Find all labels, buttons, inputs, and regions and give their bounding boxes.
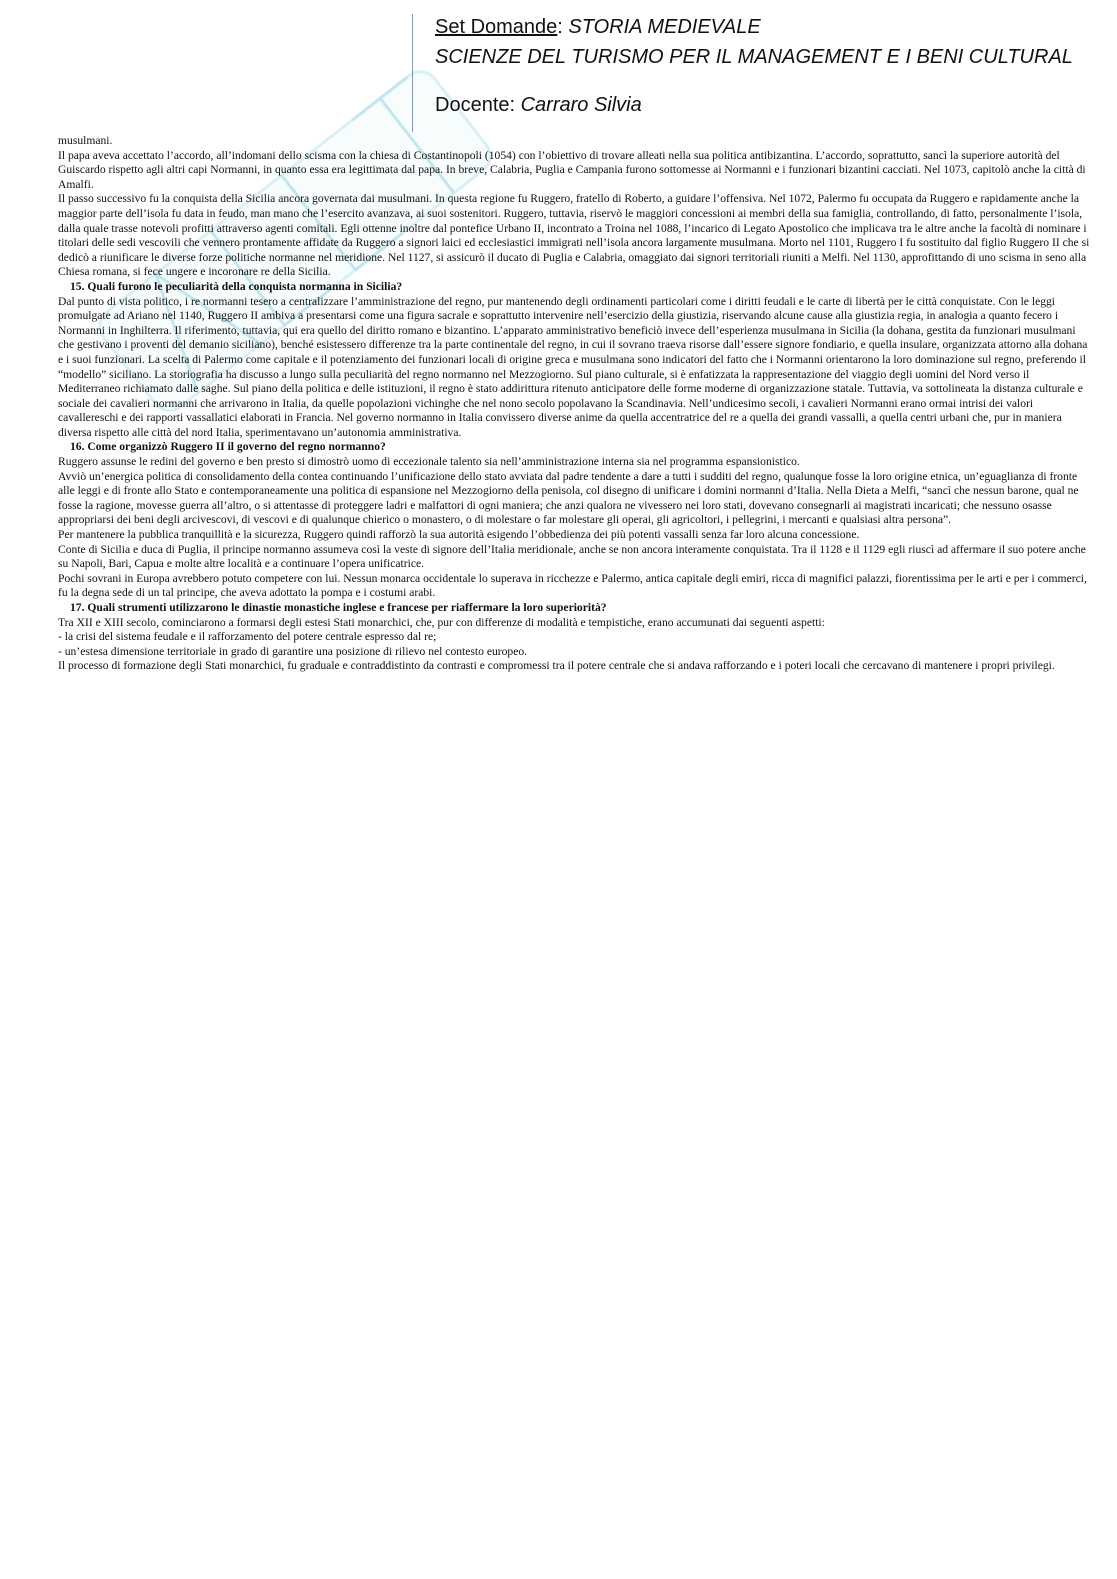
paragraph: Avviò un’energica politica di consolidamento della contea continuando l’unificazione dello stato avviata dal padre tendente a dare a tutti i sudditi del regno, qualunque fosse la loro origine etnica, un’eguaglianza di fronte alle leggi e di fronte allo Stato e contemporaneamente una politica di espansione nel Mezzogiorno della penisola, col disegno di unificare i domini normanni d’Italia. Nella Dieta a Melfi, “sancì che nessun barone, qual ne fosse la ragione, movesse guerra all’altro, o si attentasse di proteggere ladri e malfattori di ogni maniera; che anzi qualora ne vivessero nei loro stati, dovevano consegnarli ai magistrati incaricati; che nessuno osasse appropriarsi dei beni degli arcivescovi, di vescovi e di qualunque chierico o monastero, o di molestare o far molestare gli operai, gli agricoltori, i pellegrini, i mercanti e qualsiasi altra persona”.: [58, 469, 1079, 527]
paragraph: musulmani.: [58, 134, 113, 147]
course-name: STORIA MEDIEVALE: [568, 16, 761, 38]
teacher-row: [435, 92, 1073, 118]
paragraph: Ruggero assunse le redini del governo e ben presto si dimostrò uomo di eccezionale talento sia nell’amministrazione interna sia nel programma espansionistico.: [58, 455, 800, 469]
list-item: - un’estesa dimensione territoriale in grado di garantire una posizione di rilievo nel contesto europeo.: [58, 644, 528, 658]
set-label: Set Domande: [435, 16, 558, 38]
intro-section: [58, 134, 1093, 280]
question-16-title: 16. Come organizzò Ruggero II il governo del regno normanno?: [70, 440, 386, 454]
paragraph: Tra XII e XIII secolo, cominciarono a formarsi degli estesi Stati monarchici, che, pur con differenze di modalità e tempistiche, erano accumunati dai seguenti aspetti:: [58, 615, 825, 629]
paragraph: Dal punto di vista politico, i re normanni tesero a centralizzare l’amministrazione del regno, pur mantenendo degli ordinamenti particolari come i diritti feudali e le carte di libertà per le città conquistate. Con le leggi promulgate ad Ariano nel 1140, Ruggero II ambiva a presentarsi come una figura sacrale e soprattutto intervenire nell’esercizio della giustizia, riservando alcune cause alla giustizia regia, in analogia a quanto fecero i Normanni in Inghilterra. Il riferimento, tuttavia, qui era quello del diritto romano e bizantino. L’apparato amministrativo beneficiò invece dell’esperienza musulmana in Sicilia (la dohana, gestita da funzionari musulmani che gestivano i proventi del demanio siciliano), benché esistessero differenze tra la parte continentale del regno, in cui il sovrano traeva risorse dall’essere signore fondiario, e quella insulare, organizzata attorno alla dohana e i suoi funzionari. La scelta di Palermo come capitale e il potenziamento dei funzionari locali di origine greca e musulmana sono indicatori del fatto che i Normanni orientarono la loro dominazione sul regno, preferendo il “modello” siciliano. La storiografia ha discusso a lungo sulla peculiarità del regno normanno nel Mezzogiorno. Sul piano culturale, si è enfatizzata la rappresentazione del viaggio degli uomini del Nord verso il Mediterraneo richiamato dalle saghe. Sul piano della politica e delle istituzioni, il regno è stato addirittura ritenuto anticipatore delle forme moderne di organizzazione statale. Tuttavia, va sottolineata la distanza culturale e sociale dei cavalieri normanni che arrivarono in Italia, da quelle popolazioni vichinghe che nel nono secolo popolavano la Scandinavia. Nell’undicesimo secoli, i cavalieri Normanni erano ormai intrisi dei valori cavallereschi e dei rapporti vassallatici elaborati in Francia. Nel governo normanno in Italia convissero diverse anime da quella accentratrice del re a quella dei grandi vassalli, a quella centri urbani che, pur in maniera diversa rispetto alle città del nord Italia, sperimentavano un’autonomia amministrativa.: [58, 294, 1088, 439]
question-16-answer: [58, 455, 1093, 601]
question-17-answer: [58, 616, 1093, 674]
question-17-title: 17. Quali strumenti utilizzarono le dinastie monastiche inglese e francese per riaffermare la loro superiorità?: [70, 601, 607, 614]
document-body: [58, 134, 1093, 674]
degree-name: SCIENZE DEL TURISMO PER IL MANAGEMENT E I BENI CULTURAL: [435, 46, 1073, 68]
page-header: [435, 14, 1073, 118]
paragraph: Il passo successivo fu la conquista della Sicilia ancora governata dai musulmani. In questa regione fu Ruggero, fratello di Roberto, a guidare l’offensiva. Nel 1072, Palermo fu occupata da Ruggero e rapidamente anche la maggior parte dell’isola fu data in feudo, man mano che l’esercito avanzava, ai suoi sostenitori. Ruggero, tuttavia, riservò le maggiori concessioni ai membri della sua famiglia, controllando, di fatto, personalmente l’isola, dalla quale trasse notevoli profitti attraverso agenti comitali. Egli ottenne inoltre dal pontefice Urbano II, incontrato a Troina nel 1088, l’incarico di Legato Apostolico che implicava tra le altre anche la facoltà di nominare i titolari delle sedi vescovili che vennero prontamente affidate da Ruggero a signori laici ed ecclesiastici immigrati nell’isola ancora largamente musulmana. Morto nel 1101, Ruggero I fu sostituito dal figlio Ruggero II che si dedicò a riunificare le diverse forze politiche normanne nel meridione. Nel 1127, si assicurò il ducato di Puglia e Calabria, omaggiato dai signori territoriali riuniti a Melfi. Nel 1130, approfittando di uno scisma in seno alla Chiesa romana, si fece ungere e incoronare re della Sicilia.: [58, 192, 1090, 279]
header-title-row: [435, 14, 1073, 40]
paragraph: Conte di Sicilia e duca di Puglia, il principe normanno assumeva così la veste di signore dell’Italia meridionale, anche se non ancora interamente conquistata. Tra il 1128 e il 1129 egli riuscì ad affermare il suo potere anche su Napoli, Bari, Capua e molte altre località e a continuare l’opera unificatrice.: [58, 542, 1086, 571]
teacher-label: Docente:: [435, 94, 521, 116]
question-15-title: 15. Quali furono le peculiarità della conquista normanna in Sicilia?: [70, 279, 403, 293]
header-colon: :: [557, 16, 569, 38]
paragraph: Il processo di formazione degli Stati monarchici, fu graduale e contraddistinto da contrasti e compromessi tra il potere centrale che si andava rafforzando e i poteri locali che cercavano di mantenere i propri privilegi.: [58, 659, 1055, 673]
question-15-answer: [58, 295, 1093, 441]
teacher-name: Carraro Silvia: [520, 94, 642, 116]
paragraph: Pochi sovrani in Europa avrebbero potuto competere con lui. Nessun monarca occidentale lo superava in ricchezze e Palermo, antica capitale degli emiri, ricca di magnifici palazzi, fiorentissima per le arti e per i commerci, fu la degna sede di un tal principe, che aveva adottato la pompa e i costumi arabi.: [58, 571, 1087, 600]
degree-row: [435, 44, 1073, 70]
list-item: - la crisi del sistema feudale e il rafforzamento del potere centrale espresso dal re;: [58, 630, 437, 644]
header-divider: [412, 14, 413, 132]
paragraph: Per mantenere la pubblica tranquillità e la sicurezza, Ruggero quindi rafforzò la sua autorità esigendo l’obbedienza dei più potenti vassalli senza far loro alcuna concessione.: [58, 528, 860, 542]
paragraph: Il papa aveva accettato l’accordo, all’indomani dello scisma con la chiesa di Costantinopoli (1054) con l’obiettivo di trovare alleati nella sua politica antibizantina. L’accordo, soprattutto, sancì la superiore autorità del Guiscardo rispetto agli altri capi Normanni, in quanto essa era legittimata dal papa. In breve, Calabria, Puglia e Campania furono sottomesse ai Normanni e i funzionari bizantini cacciati. Nel 1073, capitolò anche la città di Amalfi.: [58, 148, 1086, 191]
